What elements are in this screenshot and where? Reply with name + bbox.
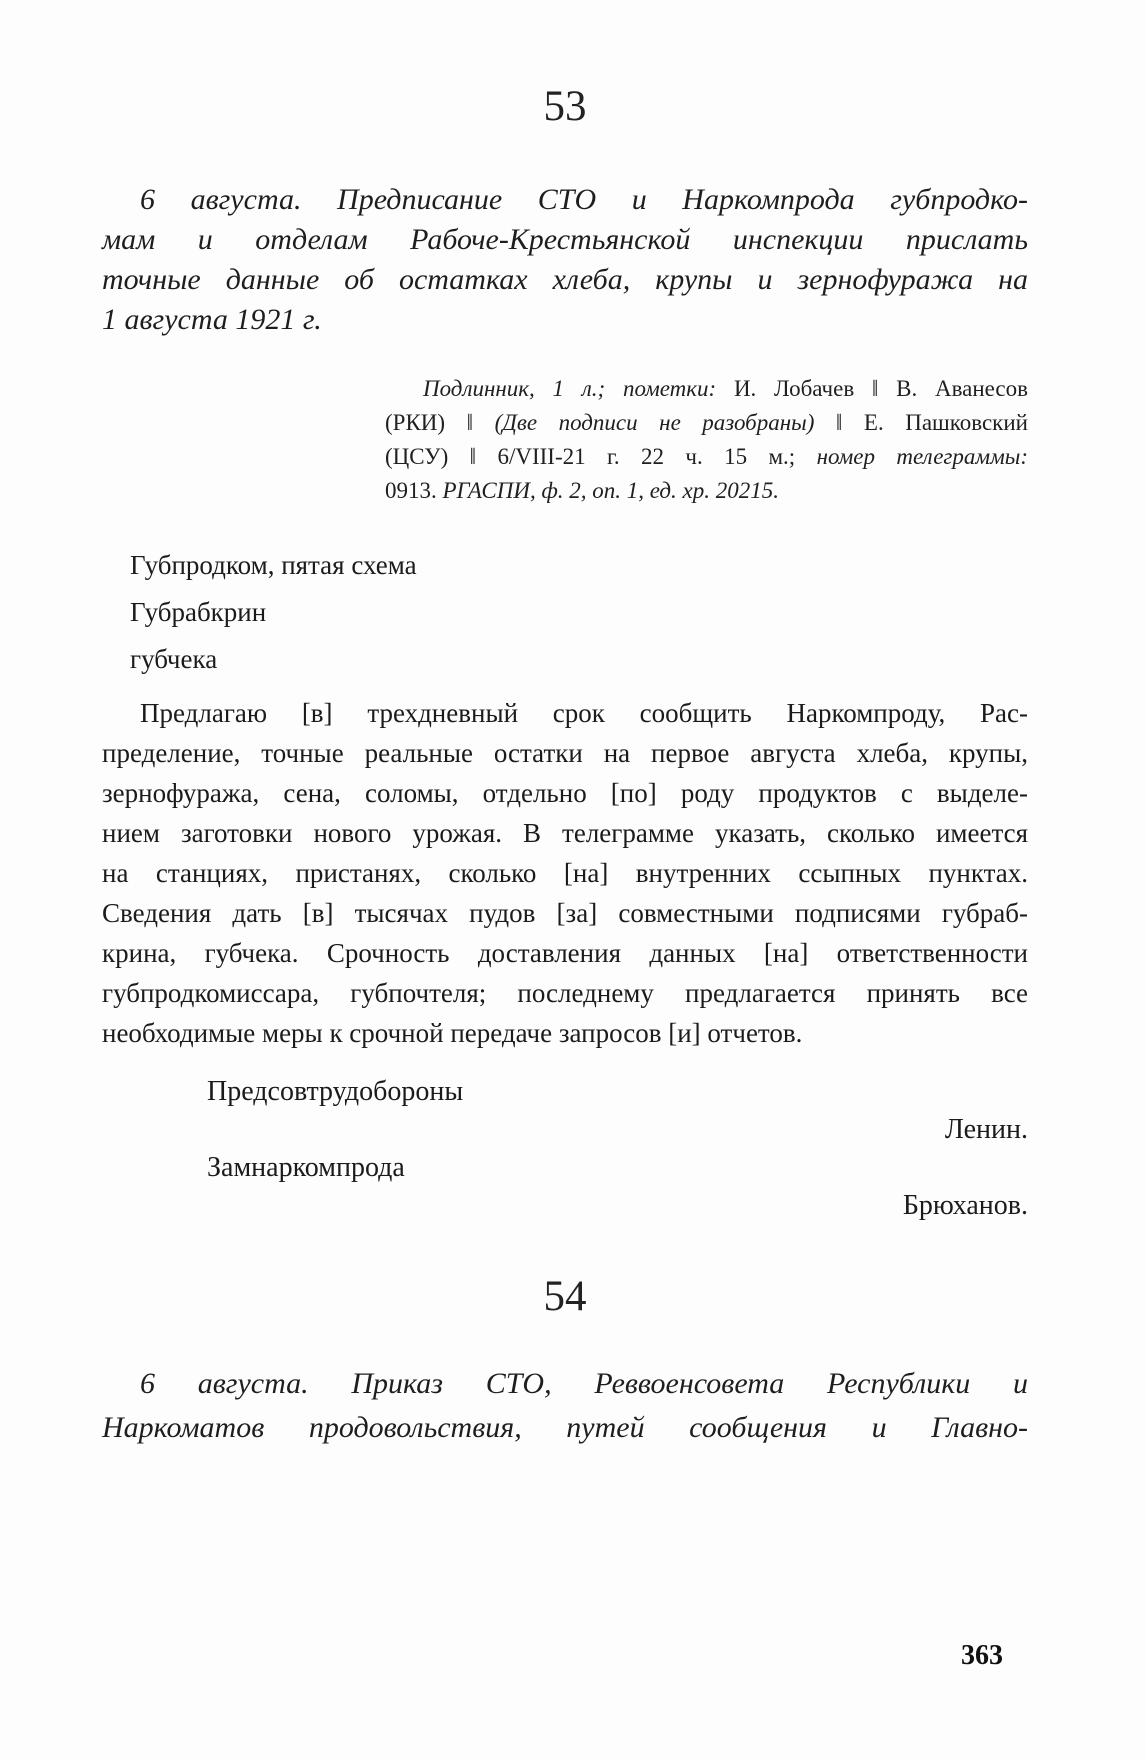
archive-reference-line — [385, 406, 1028, 440]
text-segment: И. Лобачев ‖ В. Аванесов — [733, 376, 1028, 401]
body-line: зернофуража, сена, соломы, отдельно [по] роду продуктов с выделе- — [102, 778, 1028, 808]
archive-reference-line — [385, 372, 1028, 406]
archive-reference — [385, 372, 1028, 508]
summary-line: мам и отделам Рабоче-Крестьянской инспекции прислать — [102, 223, 1028, 256]
addressee-line: Губпродком, пятая схема — [130, 550, 417, 580]
document-54-summary — [102, 1362, 1028, 1450]
summary-line: 6 августа. Предписание СТО и Наркомпрода губпродко- — [140, 183, 1028, 216]
page-number: 363 — [961, 1640, 1003, 1671]
text-segment: (Две подписи не разобраны) — [494, 410, 836, 435]
body-line: пределение, точные реальные остатки на первое августа хлеба, крупы, — [102, 738, 1028, 768]
text-segment: (РКИ) ‖ — [385, 410, 495, 435]
document-53-summary — [102, 180, 1028, 340]
body-line: губпродкомиссара, губпочтеля; последнему предлагается принять все — [102, 978, 1028, 1008]
body-line: нием заготовки нового урожая. В телеграмме указать, сколько имеется — [102, 818, 1028, 848]
summary-line: 1 августа 1921 г. — [102, 303, 322, 336]
body-line: необходимые меры к срочной передаче запросов [и] отчетов. — [102, 1018, 803, 1048]
section-number-54: 54 — [543, 1273, 587, 1320]
signature-name: Ленин. — [944, 1114, 1028, 1145]
text-segment: Подлинник, 1 л.; пометки: — [423, 376, 734, 401]
archive-reference-line — [385, 440, 1028, 474]
text-segment: номер телеграммы: — [816, 444, 1028, 469]
body-line: Сведения дать [в] тысячах пудов [за] совместными подписями губраб- — [102, 898, 1028, 928]
signature-block — [102, 1073, 1028, 1225]
signature-role: Предсовтрудобороны — [207, 1076, 464, 1107]
body-line: крина, губчека. Срочность доставления данных [на] ответственности — [102, 938, 1028, 968]
summary-line: точные данные об остатках хлеба, крупы и зернофуража на — [102, 263, 1028, 296]
summary-line: 6 августа. Приказ СТО, Реввоенсовета Республики и — [140, 1367, 1028, 1400]
body-line: Предлагаю [в] трехдневный срок сообщить Наркомпроду, Рас- — [140, 698, 1028, 728]
text-segment: 0913. — [385, 478, 443, 503]
text-segment: РГАСПИ, ф. 2, оп. 1, ед. хр. 20215. — [442, 478, 779, 503]
signature-role: Замнаркомпрода — [207, 1152, 405, 1183]
addressee-list — [130, 542, 1028, 683]
text-segment: ‖ Е. Пашковский — [835, 410, 1028, 435]
addressee-line: губчека — [130, 644, 218, 674]
addressee-line: Губрабкрин — [130, 597, 267, 627]
signature-name: Брюханов. — [902, 1190, 1028, 1221]
archive-reference-line — [385, 474, 1028, 508]
summary-line: Наркоматов продовольствия, путей сообщения и Главно- — [102, 1411, 1028, 1444]
section-number-53: 53 — [543, 83, 587, 130]
body-line: на станциях, пристанях, сколько [на] внутренних ссыпных пунктах. — [102, 858, 1028, 888]
document-body — [102, 693, 1028, 1053]
text-segment: (ЦСУ) ‖ 6/VIII-21 г. 22 ч. 15 м.; — [385, 444, 817, 469]
